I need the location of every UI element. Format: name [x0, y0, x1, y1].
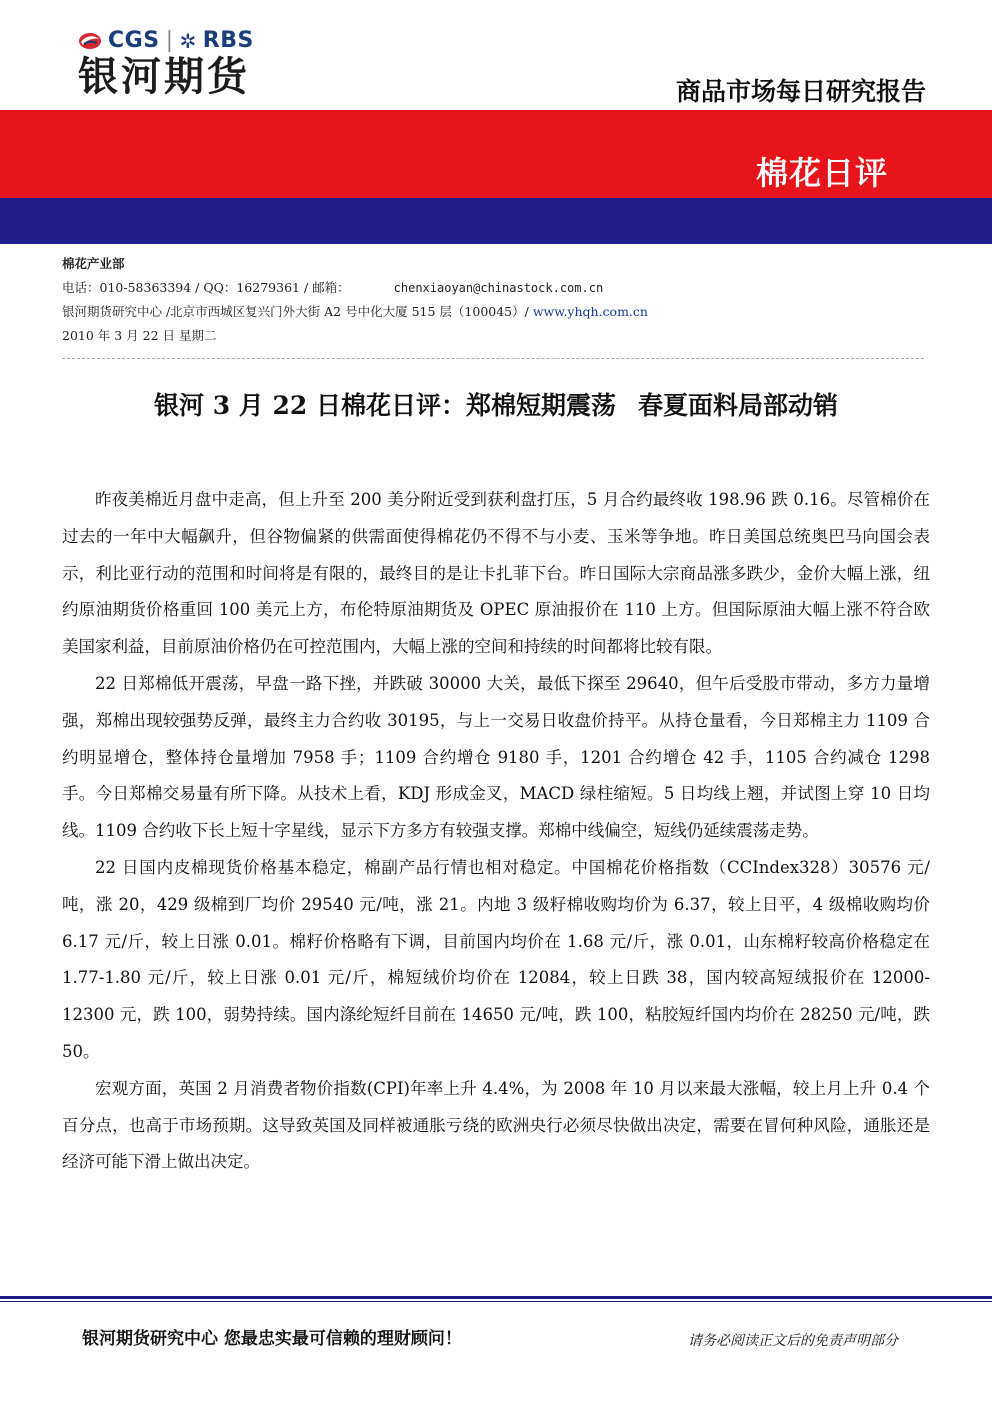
- rbs-daisy-icon: ✲: [179, 28, 197, 53]
- address-line: [62, 300, 648, 324]
- logo-separator: |: [165, 28, 174, 53]
- paragraph: 宏观方面，英国 2 月消费者物价指数(CPI)年率上升 4.4%，为 2008 年 10 月以来最大涨幅，较上月上升 0.4 个百分点，也高于市场预期。这导致英国及同样被通胀亏绕的欧洲央行必须尽快做出决定，需要在冒何种风险，通胀还是经济可能下滑上做出决定。: [62, 1078, 930, 1172]
- paragraph: 22 日国内皮棉现货价格基本稳定，棉副产品行情也相对稳定。中国棉花价格指数（CCIndex328）30576 元/吨，涨 20，429 级棉到厂均价 29540 元/吨，涨 21。内地 3 级籽棉收购均价为 6.37，较上日平，4 级棉收购均价 6.17 元/斤，较上日涨 0.01。棉籽价格略有下调，目前国内均价在 1.68 元/斤，涨 0.01，山东棉籽较高价格稳定在 1.77-1.80 元/斤，较上日涨 0.01 元/斤，棉短绒价均价在 12084，较上日跌 38，国内较高短绒报价在 12000-12300 元，跌 100，弱势持续。国内涤纶短纤目前在 14650 元/吨，跌 100，粘胶短纤国内均价在 28250 元/吨，跌 50。: [62, 857, 930, 1061]
- footer-rule-thin: [0, 1301, 992, 1302]
- banner-title: 棉花日评: [755, 154, 888, 192]
- brand-name-cn: 银河期货: [78, 54, 250, 100]
- red-banner: [0, 110, 992, 198]
- logo-top-row: [78, 28, 278, 53]
- paragraph: 昨夜美棉近月盘中走高，但上升至 200 美分附近受到获利盘打压，5 月合约最终收 198.96 跌 0.16。尽管棉价在过去的一年中大幅飙升，但谷物偏紧的供需面使得棉花仍不得不与小麦、玉米等争地。昨日美国总统奥巴马向国会表示，利比亚行动的范围和时间将是有限的，最终目的是让卡扎菲下台。昨日国际大宗商品涨多跌少，金价大幅上涨，纽约原油期货价格重回 100 美元上方，布伦特原油期货及 OPEC 原油报价在 110 上方。但国际原油大幅上涨不符合欧美国家利益，目前原油价格仍在可控范围内，大幅上涨的空间和持续的时间都将比较有限。: [62, 490, 930, 657]
- cgs-swirl-icon: [78, 31, 102, 51]
- info-block: [62, 252, 648, 348]
- brand-rbs: RBS: [202, 28, 254, 53]
- headline-part-1: 银河 3 月 22 日棉花日评：郑棉短期震荡: [153, 391, 616, 420]
- article-headline: [0, 386, 992, 422]
- footer-slogan: 银河期货研究中心 您最忠实最可信赖的理财顾问！: [82, 1329, 462, 1349]
- dashed-divider: [62, 358, 924, 359]
- report-date: 2010 年 3 月 22 日 星期二: [62, 328, 217, 343]
- contact-text: 电话：010-58363394 / QQ：16279361 / 邮箱：: [62, 280, 350, 295]
- address-text: 银河期货研究中心 /北京市西城区复兴门外大街 A2 号中化大厦 515 层（100045）/: [62, 304, 533, 319]
- footer-disclaimer: 请务必阅读正文后的免责声明部分: [688, 1333, 898, 1349]
- brand-logo: [78, 28, 278, 101]
- email-link[interactable]: chenxiaoyan@chinastock.com.cn: [393, 281, 604, 295]
- blue-banner: [0, 198, 992, 244]
- footer-rule: [0, 1296, 992, 1299]
- website-link[interactable]: www.yhqh.com.cn: [532, 304, 648, 319]
- contact-line: [62, 276, 648, 300]
- paragraph: 22 日郑棉低开震荡，早盘一路下挫，并跌破 30000 大关，最低下探至 29640，但午后受股市带动，多方力量增强，郑棉出现较强势反弹，最终主力合约收 30195，与上一交易日收盘价持平。从持仓量看，今日郑棉主力 1109 合约明显增仓，整体持仓量增加 7958 手；1109 合约增仓 9180 手，1201 合约增仓 42 手，1105 合约减仓 1298 手。今日郑棉交易量有所下降。从技术上看，KDJ 形成金叉，MACD 绿柱缩短。5 日均线上翘，并试图上穿 10 日均线。1109 合约收下长上短十字星线，显示下方多方有较强支撑。郑棉中线偏空，短线仍延续震荡走势。: [62, 673, 930, 841]
- article-body: [62, 482, 930, 1181]
- headline-part-2: 春夏面料局部动销: [638, 391, 839, 420]
- report-type: 商品市场每日研究报告: [675, 77, 926, 106]
- department: 棉花产业部: [62, 256, 125, 271]
- brand-cgs: CGS: [108, 28, 160, 53]
